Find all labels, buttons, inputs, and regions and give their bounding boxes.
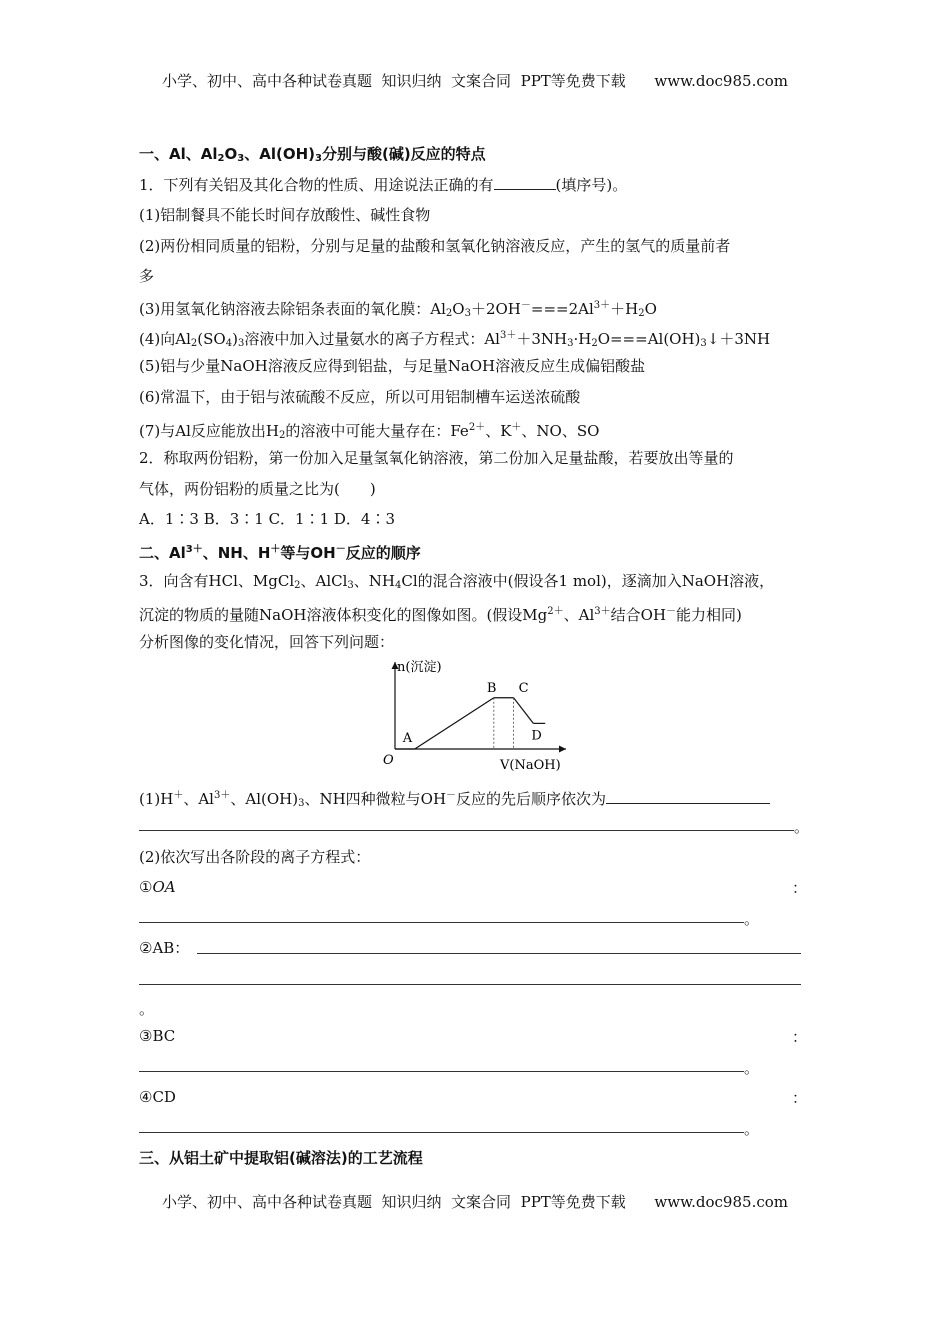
stage-ab-label: ②AB：: [139, 939, 190, 957]
period: 。: [139, 1000, 155, 1018]
page-footer: 小学、初中、高中各种试卷真题 知识归纳 文案合同 PPT等免费下载 www.doc985.com: [161, 1193, 788, 1211]
point-label-d: D: [531, 728, 542, 744]
answer-blank[interactable]: [494, 175, 556, 190]
q1-option-6: (6)常温下，由于铝与浓硫酸不反应，所以可用铝制槽车运送浓硫酸: [139, 388, 581, 406]
question-3-instruction: 分析图像的变化情况，回答下列问题：: [139, 633, 395, 651]
point-label-b: B: [486, 680, 497, 696]
colon: ：: [792, 879, 808, 897]
q3-part-2: (2)依次写出各阶段的离子方程式：: [139, 848, 371, 866]
q1-option-4: (4)向$Al_2(SO_4)_3$溶液中加入过量氨水的离子方程式：$Al^{3+}+3NH_3\cdot H_2O===Al(OH)_3↓+3NH$: [139, 330, 771, 349]
q1-option-2-cont: 多: [139, 267, 155, 285]
stage-cd-label: ④CD: [139, 1088, 176, 1106]
precipitate-chart: [380, 654, 580, 779]
period: 。: [744, 1120, 760, 1138]
question-3-stem: 3．向含有HCl、MgCl$_2$、AlCl$_3$、$NH_4Cl$的混合溶液中(假设各1 mol)，逐滴加入NaOH溶液，: [139, 572, 775, 591]
q3-part-1: (1)H＋、$Al^{3+}$、$Al(OH)_3$、NH四种微粒与OH－反应的先后顺序依次为: [139, 786, 770, 814]
period: 。: [744, 1059, 760, 1077]
section-1-title: 一、Al、$Al_2O_3$、$Al(OH)_3$分别与酸(碱)反应的特点: [139, 145, 486, 164]
point-label-c: C: [518, 680, 529, 696]
segment-ab: [415, 698, 494, 749]
stage-oa-label: ①OA: [139, 878, 176, 896]
x-axis-label: V(NaOH): [500, 758, 561, 773]
question-2-stem-cont: 气体，两份铝粉的质量之比为( ): [139, 480, 376, 498]
point-label-a: A: [402, 731, 413, 746]
section-3-title: 三、从铝土矿中提取铝(碱溶法)的工艺流程: [139, 1149, 423, 1167]
origin-label: O: [383, 753, 394, 768]
answer-line-cd[interactable]: [139, 1132, 744, 1133]
period: 。: [744, 910, 760, 928]
page-header: 小学、初中、高中各种试卷真题 知识归纳 文案合同 PPT等免费下载 www.doc985.com: [161, 72, 788, 90]
question-2-stem: 2．称取两份铝粉，第一份加入足量氢氧化钠溶液，第二份加入足量盐酸，若要放出等量的: [139, 449, 734, 467]
q1-option-5: (5)铝与少量NaOH溶液反应得到铝盐，与足量NaOH溶液反应生成偏铝酸盐: [139, 357, 646, 375]
period: 。: [794, 818, 810, 836]
q1-option-1: (1)铝制餐具不能长时间存放酸性、碱性食物: [139, 206, 431, 224]
q1-option-3: (3)用氢氧化钠溶液去除铝条表面的氧化膜：$Al_2O_3+2OH^-===2Al^{3+}+H_2O$: [139, 300, 657, 319]
answer-line-ab-2[interactable]: [139, 984, 801, 985]
answer-line-oa[interactable]: [139, 922, 744, 923]
colon: ：: [792, 1089, 808, 1107]
segment-cd: [514, 698, 534, 724]
answer-blank[interactable]: [606, 789, 770, 804]
answer-line-bc[interactable]: [139, 1071, 744, 1072]
question-3-stem-cont: 沉淀的物质的量随NaOH溶液体积变化的图像如图。(假设$Mg^{2+}$、$Al^{3+}$结合OH－能力相同): [139, 606, 742, 624]
answer-line-ab[interactable]: [197, 953, 801, 954]
y-axis-label: n(沉淀): [397, 660, 442, 675]
answer-line[interactable]: [139, 830, 794, 831]
colon: ：: [792, 1028, 808, 1046]
question-1-stem: 1．下列有关铝及其化合物的性质、用途说法正确的有 (填序号)。: [139, 176, 628, 194]
section-2-title: 二、$Al^{3+}$、NH、H＋等与OH－反应的顺序: [139, 544, 421, 562]
stage-bc-label: ③BC: [139, 1027, 176, 1045]
question-2-choices: A．1∶3 B．3∶1 C．1∶1 D．4∶3: [139, 510, 396, 528]
q1-option-7: (7)与Al反应能放出$H_2$的溶液中可能大量存在：$Fe^{2+}$、K＋、NO、SO: [139, 422, 600, 441]
q1-option-2: (2)两份相同质量的铝粉，分别与足量的盐酸和氢氧化钠溶液反应，产生的氢气的质量前者: [139, 237, 731, 255]
